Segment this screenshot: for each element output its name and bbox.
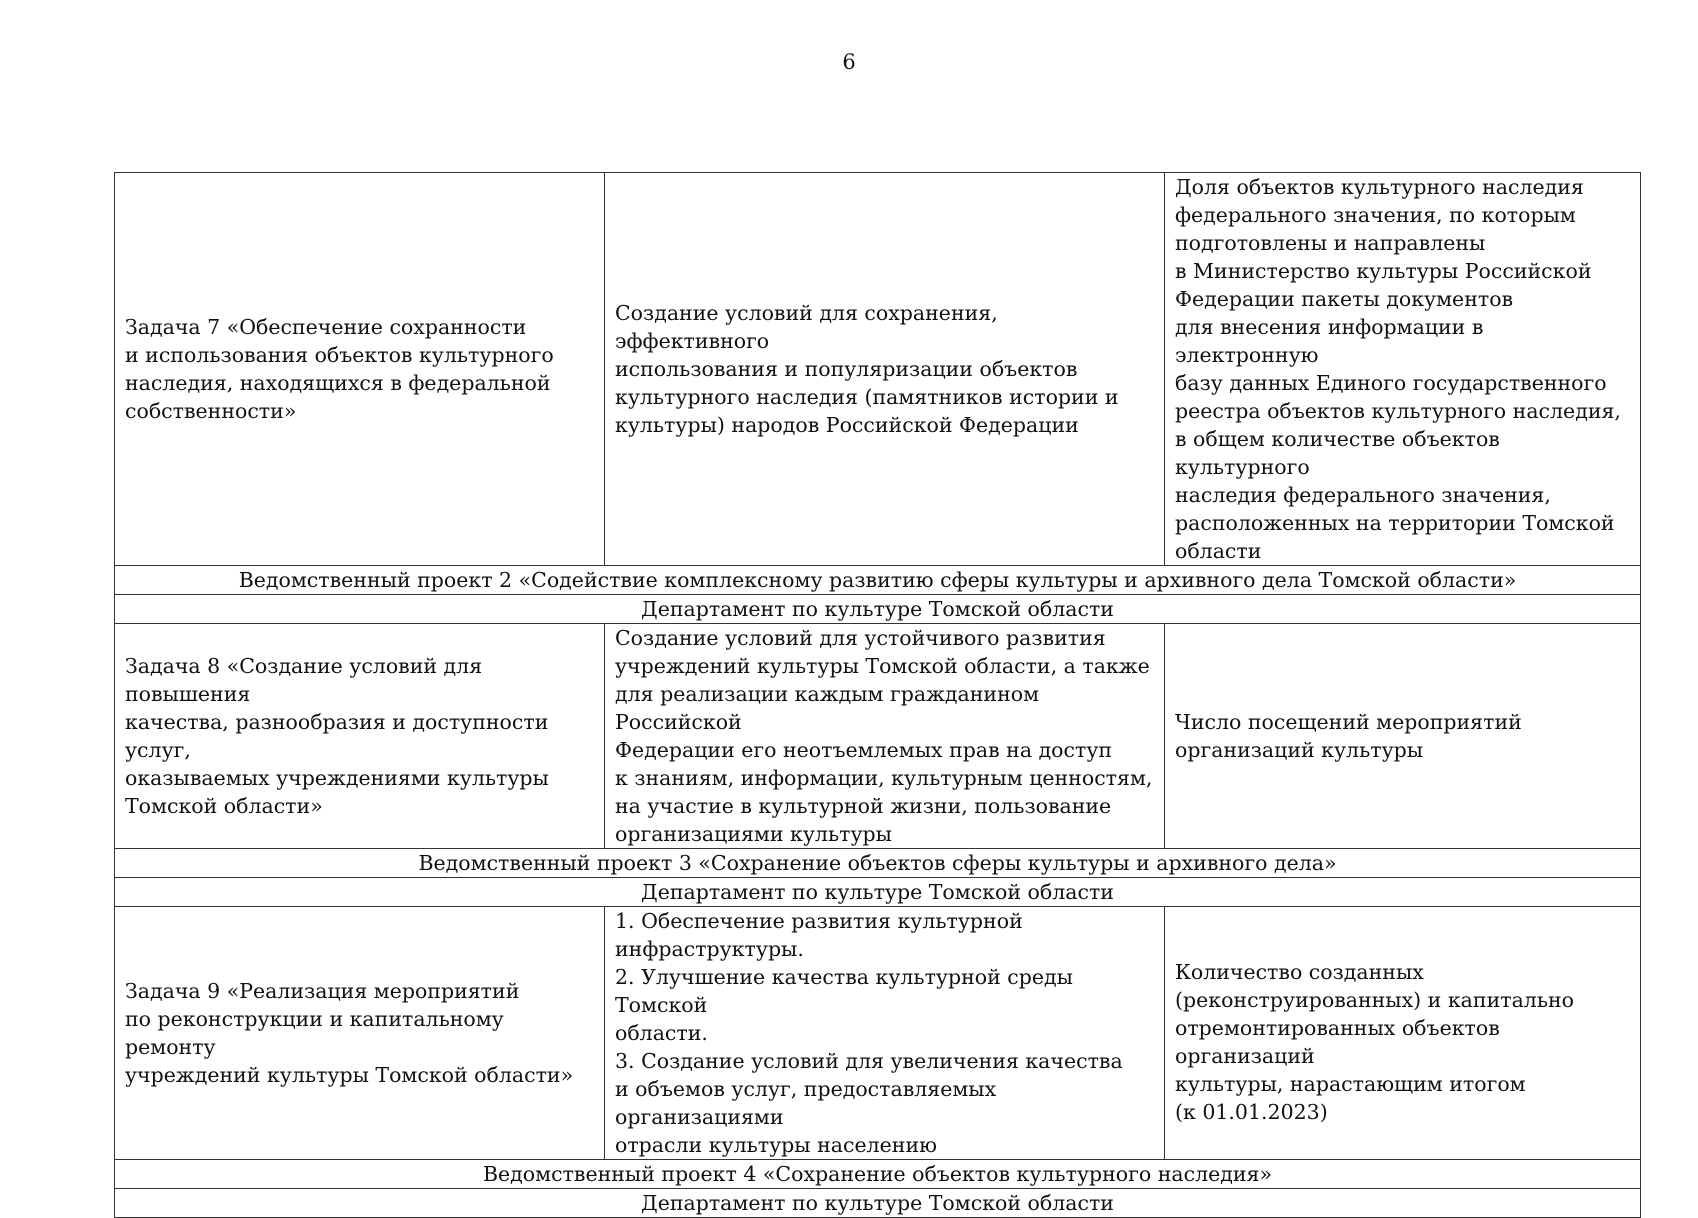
- table-row-project-3-title: [115, 849, 1641, 878]
- table-row-project-2-title: [115, 566, 1641, 595]
- task-7-indicator-cell: [1165, 173, 1641, 566]
- program-table: [114, 172, 1641, 1218]
- table-row-task-8: [115, 624, 1641, 849]
- task-9-cell: [115, 907, 605, 1160]
- task-9-goal-cell: [605, 907, 1165, 1160]
- task-8-goal-cell: [605, 624, 1165, 849]
- task-9-text: Задача 9 «Реализация мероприятий по реконструкции и капитальному ремонту учреждений культуры Томской области»: [125, 979, 574, 1087]
- page-number: 6: [842, 50, 856, 74]
- table-row-project-4-title: [115, 1160, 1641, 1189]
- task-7-goal-text: Создание условий для сохранения, эффективного использования и популяризации объектов культурного наследия (памятников истории и культуры) народов Российской Федерации: [615, 301, 1119, 437]
- project-3-department: Департамент по культуре Томской области: [115, 878, 1641, 907]
- table-row-project-2-department: [115, 595, 1641, 624]
- task-7-indicator-text: Доля объектов культурного наследия федерального значения, по которым подготовлены и направлены в Министерство культуры Российской Федерации пакеты документов для внесения информации в электронную базу данных Единого государственного реестра объектов культурного наследия, в общем количестве объектов культурного наследия федерального значения, расположенных на территории Томской области: [1175, 175, 1621, 563]
- table-row-task-9: [115, 907, 1641, 1160]
- task-9-goal-text: 1. Обеспечение развития культурной инфраструктуры. 2. Улучшение качества культурной среды Томской области. 3. Создание условий для увеличения качества и объемов услуг, предоставляемых организациями отрасли культуры населению: [615, 909, 1123, 1157]
- task-9-indicator-text: Количество созданных (реконструированных) и капитально отремонтированных объектов организаций культуры, нарастающим итогом (к 01.01.2023): [1175, 960, 1574, 1124]
- task-9-indicator-cell: [1165, 907, 1641, 1160]
- table-row-project-3-department: [115, 878, 1641, 907]
- task-8-indicator-cell: [1165, 624, 1641, 849]
- task-7-goal-cell: [605, 173, 1165, 566]
- task-7-cell: [115, 173, 605, 566]
- task-8-goal-text: Создание условий для устойчивого развития учреждений культуры Томской области, а также для реализации каждым гражданином Российской Федерации его неотъемлемых прав на доступ к знаниям, информации, культурным ценностям, на участие в культурной жизни, пользование организациями культуры: [615, 626, 1153, 846]
- project-4-title: Ведомственный проект 4 «Сохранение объектов культурного наследия»: [115, 1160, 1641, 1189]
- table-row-project-4-department: [115, 1189, 1641, 1218]
- table-row-task-7: [115, 173, 1641, 566]
- project-2-department: Департамент по культуре Томской области: [115, 595, 1641, 624]
- task-8-cell: [115, 624, 605, 849]
- project-4-department: Департамент по культуре Томской области: [115, 1189, 1641, 1218]
- project-3-title: Ведомственный проект 3 «Сохранение объектов сферы культуры и архивного дела»: [115, 849, 1641, 878]
- project-2-title: Ведомственный проект 2 «Содействие комплексному развитию сферы культуры и архивного дела Томской области»: [115, 566, 1641, 595]
- task-8-indicator-text: Число посещений мероприятий организаций культуры: [1175, 710, 1522, 762]
- task-8-text: Задача 8 «Создание условий для повышения качества, разнообразия и доступности услуг, оказываемых учреждениями культуры Томской области»: [125, 654, 549, 818]
- task-7-text: Задача 7 «Обеспечение сохранности и использования объектов культурного наследия, находящихся в федеральной собственности»: [125, 315, 554, 423]
